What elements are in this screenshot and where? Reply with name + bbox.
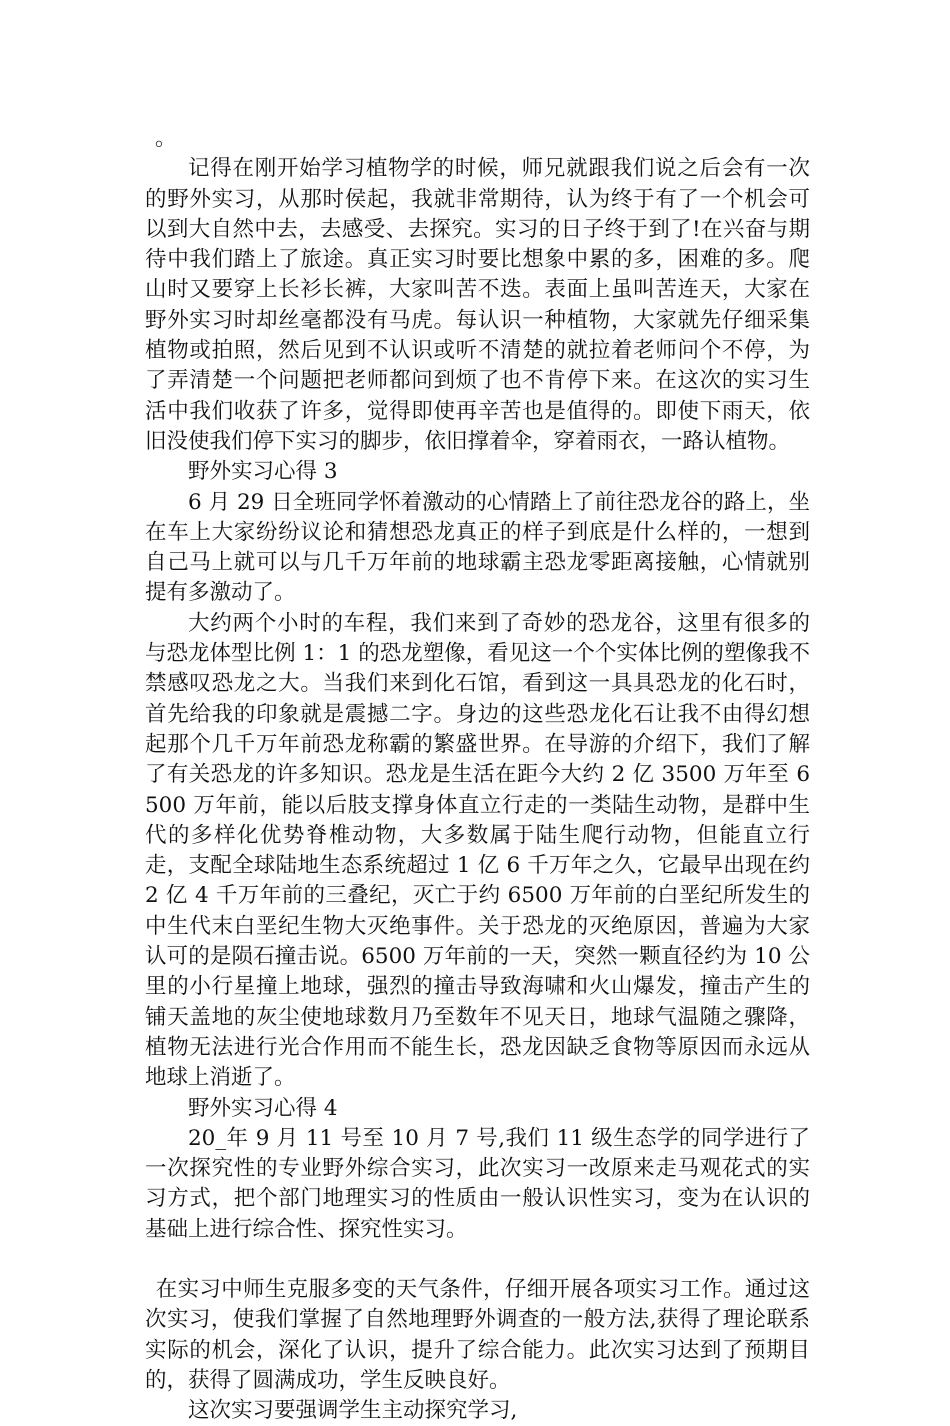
paragraph-gap [145,1245,810,1275]
paragraph-field-practice: 20_年 9 月 11 号至 10 月 7 号,我们 11 级生态学的同学进行了一次探究性的专业野外综合实习，此次实习一改原来走马观花式的实习方式，把个部门地理实习的性质由一般认识性实习，变为在认识的基础上进行综合性、探究性实习。 [145,1125,810,1242]
paragraph-botany-memory: 记得在刚开始学习植物学的时候，师兄就跟我们说之后会有一次的野外实习，从那时侯起，我就非常期待，认为终于有了一个机会可以到大自然中去，去感受、去探究。实习的日子终于到了!在兴奋与期待中我们踏上了旅途。真正实习时要比想象中累的多，困难的多。爬山时又要穿上长衫长裤，大家叫苦不迭。表面上虽叫苦连天，大家在野外实习时却丝毫都没有马虎。每认识一种植物，大家就先仔细采集植物或拍照，然后见到不认识或听不清楚的就拉着老师问个不停，为了弄清楚一个问题把老师都问到烦了也不肯停下来。在这次的实习生活中我们收获了许多，觉得即使再辛苦也是值得的。即使下雨天，依旧没使我们停下实习的脚步，依旧撑着伞，穿着雨衣，一路认植物。 [145,156,810,454]
paragraph-dinosaur-valley: 大约两个小时的车程，我们来到了奇妙的恐龙谷，这里有很多的与恐龙体型比例 1：1 的恐龙塑像，看见这一个个实体比例的塑像我不禁感叹恐龙之大。当我们来到化石馆，看到这一具具恐龙的化石时，首先给我的印象就是震撼二字。身边的这些恐龙化石让我不由得幻想起那个几千万年前恐龙称霸的繁盛世界。在导游的介绍下，我们了解了有关恐龙的许多知识。恐龙是生活在距今大约 2 亿 3500 万年至 6500 万年前，能以后肢支撑身体直立行走的一类陆生动物，是群中生代的多样化优势脊椎动物，大多数属于陆生爬行动物，但能直立行走，支配全球陆地生态系统超过 1 亿 6 千万年之久，它最早出现在约 2 亿 4 千万年前的三叠纪，灭亡于约 6500 万年前的白垩纪所发生的中生代末白垩纪生物大灭绝事件。关于恐龙的灭绝原因，普遍为大家认可的是陨石撞击说。6500 万年前的一天，突然一颗直径约为 10 公里的小行星撞上地球，强烈的撞击导致海啸和火山爆发，撞击产生的铺天盖地的灰尘使地球数月乃至数年不见天日，地球气温随之骤降，植物无法进行光合作用而不能生长，恐龙因缺乏食物等原因而永远从地球上消逝了。 [145,610,810,1091]
paragraph-active-learning: 这次实习要强调学生主动探究学习, [188,1398,518,1424]
document-body [145,124,810,1426]
section-heading-3: 野外实习心得 3 [188,459,338,485]
leading-punctuation: 。 [155,126,177,151]
paragraph-dinosaur-trip: 6 月 29 日全班同学怀着激动的心情踏上了前往恐龙谷的路上，坐在车上大家纷纷议论和猜想恐龙真正的样子到底是什么样的，一想到自己马上就可以与几千万年前的地球霸主恐龙零距离接触，心情就别提有多激动了。 [145,489,810,606]
section-heading-4: 野外实习心得 4 [188,1095,338,1121]
paragraph-practice-results: 在实习中师生克服多变的天气条件，仔细开展各项实习工作。通过这次实习，使我们掌握了自然地理野外调查的一般方法,获得了理论联系实际的机会，深化了认识，提升了综合能力。此次实习达到了预期目的，获得了圆满成功，学生反映良好。 [145,1276,810,1393]
